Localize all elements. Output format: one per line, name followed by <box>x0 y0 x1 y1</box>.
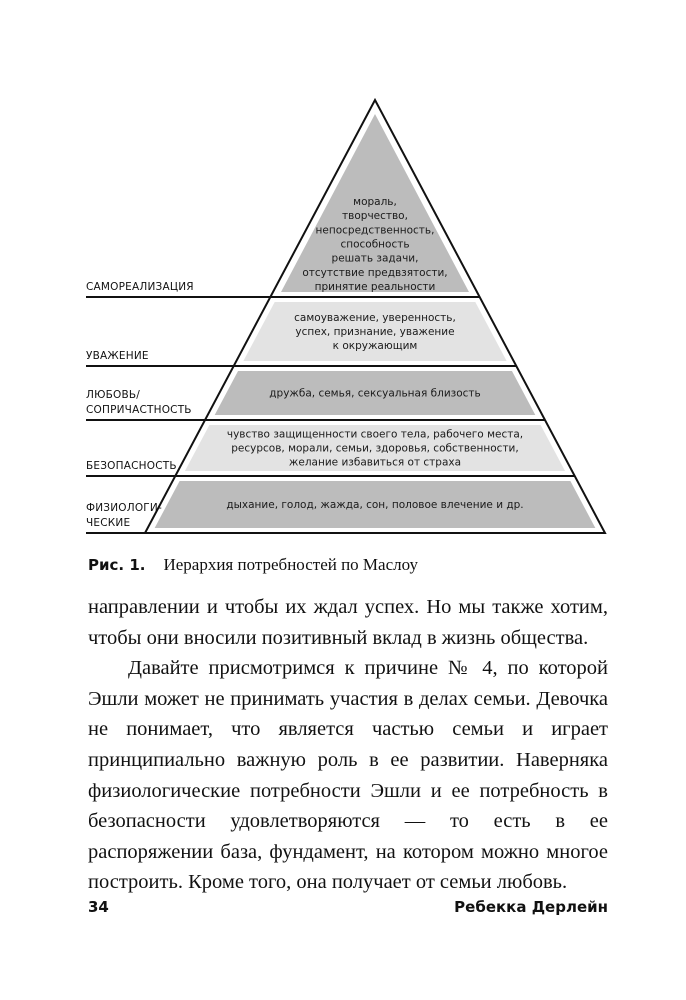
pyramid-level-label: БЕЗОПАСНОСТЬ <box>86 460 177 472</box>
pyramid-level-text: успех, признание, уважение <box>295 326 455 338</box>
pyramid-level-text: принятие реальности <box>314 281 436 294</box>
pyramid-level-text: самоуважение, уверенность, <box>294 311 456 324</box>
pyramid-level-text: способность <box>340 238 410 251</box>
pyramid-level-label: ЧЕСКИЕ <box>86 517 131 529</box>
pyramid-level-text: желание избавиться от страха <box>288 456 462 469</box>
pyramid-level-text: ресурсов, морали, семьи, здоровья, собственности, <box>231 442 519 455</box>
pyramid-level-text: отсутствие предвзятости, <box>302 266 448 279</box>
pyramid-level-text: творчество, <box>342 210 408 223</box>
running-footer-author: Ребекка Дерлейн <box>454 898 608 916</box>
pyramid-level-text: непосредственность, <box>315 224 435 237</box>
figure-caption <box>88 555 418 575</box>
paragraph: Давайте присмотримся к причине № 4, по которой Эшли может не принимать участия в делах семьи. Девочка не понимает, что является частью семьи и играет принципиально важную роль в ее развитии. Наверняка физиологические потребности Эшли и ее потребность в безопасности удовлетворяются — то есть в ее распоряжении база, фундамент, на котором можно многое построить. Кроме того, она получает от семьи любовь. <box>88 657 608 894</box>
page-number: 34 <box>88 898 109 916</box>
pyramid-level-text: чувство защищенности своего тела, рабочего места, <box>226 428 524 441</box>
pyramid-level-text: дружба, семья, сексуальная близость <box>269 387 481 400</box>
pyramid-level-text: дыхание, голод, жажда, сон, половое влечение и др. <box>226 499 524 511</box>
pyramid-level-label: ФИЗИОЛОГИ- <box>86 502 162 514</box>
pyramid-level-label: УВАЖЕНИЕ <box>86 350 149 362</box>
pyramid-level-label: СОПРИЧАСТНОСТЬ <box>86 404 192 416</box>
pyramid-level-label: САМОРЕАЛИЗАЦИЯ <box>86 281 194 293</box>
pyramid-level-text: решать задачи, <box>331 252 419 265</box>
caption-title: Иерархия потребностей по Маслоу <box>163 555 418 574</box>
pyramid-level-text: мораль, <box>353 195 397 208</box>
caption-number: Рис. 1. <box>88 556 146 574</box>
pyramid-level-text: к окружающим <box>332 340 418 353</box>
body-text <box>88 592 608 898</box>
pyramid-level-label: ЛЮБОВЬ/ <box>86 389 141 401</box>
paragraph: направлении и чтобы их ждал успех. Но мы также хотим, чтобы они вносили позитивный вклад в жизнь общества. <box>88 596 608 649</box>
